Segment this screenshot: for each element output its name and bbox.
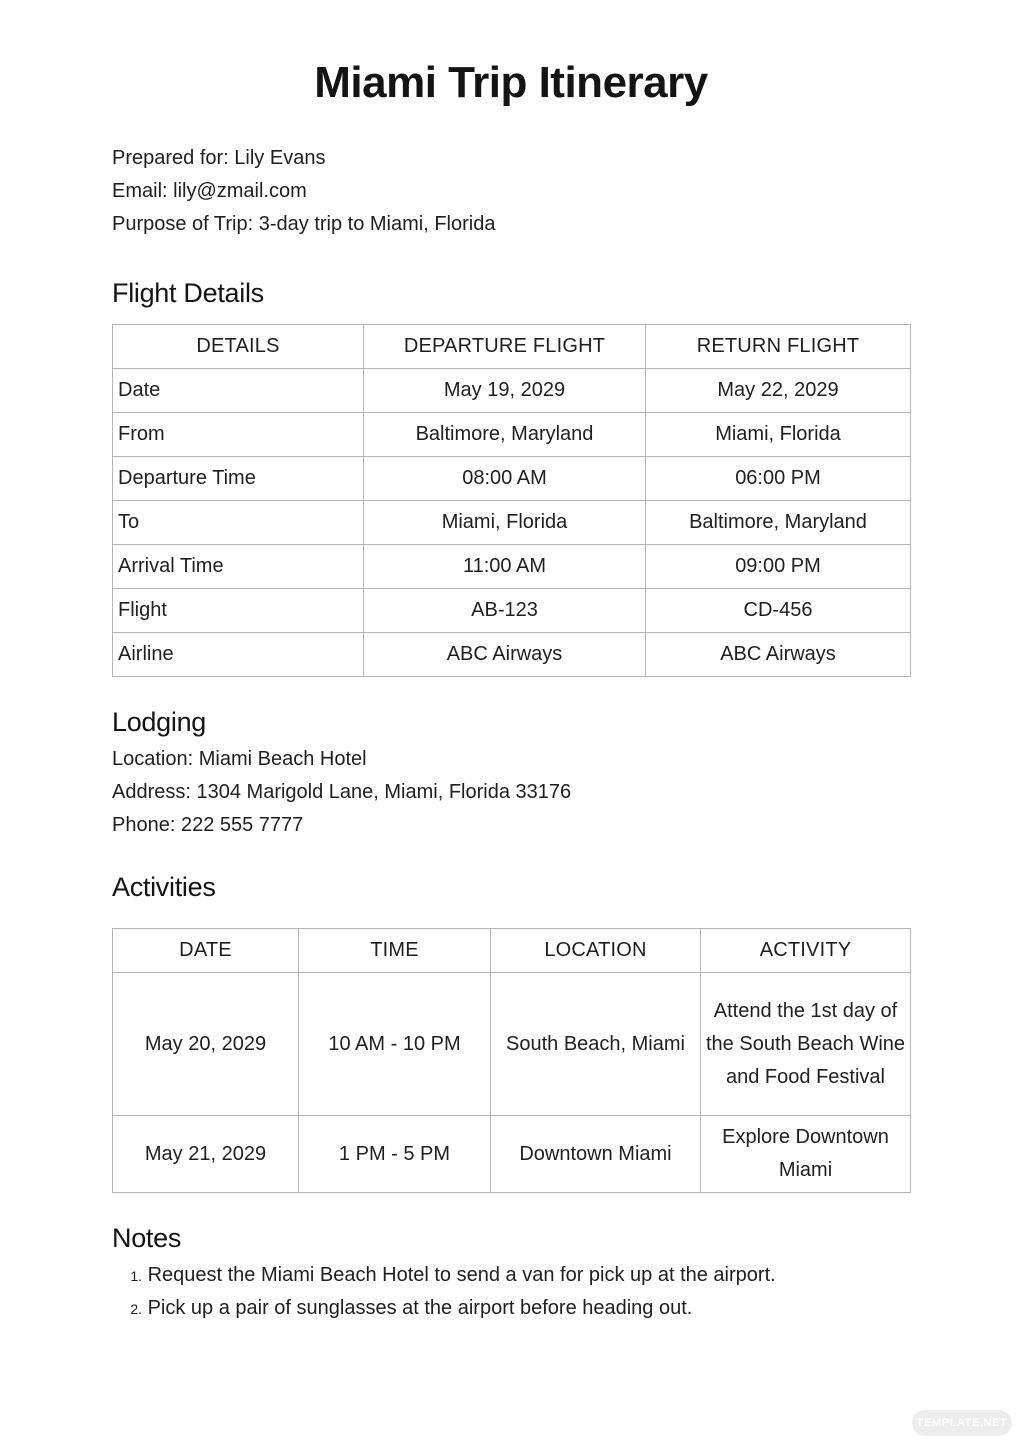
- table-row: [113, 501, 911, 545]
- table-cell: 09:00 PM: [646, 545, 911, 589]
- column-header: TIME: [299, 929, 491, 973]
- activities-table: [112, 928, 911, 1193]
- table-cell: 06:00 PM: [646, 457, 911, 501]
- table-cell: South Beach, Miami: [491, 973, 701, 1116]
- column-header: DETAILS: [113, 325, 364, 369]
- template-watermark: TEMPLATE.NET: [912, 1410, 1012, 1436]
- table-cell: AB-123: [364, 589, 646, 633]
- column-header: ACTIVITY: [701, 929, 911, 973]
- row-label: Arrival Time: [113, 545, 364, 589]
- lodging-location: Location: Miami Beach Hotel: [112, 748, 367, 770]
- purpose-line: Purpose of Trip: 3-day trip to Miami, Florida: [112, 213, 496, 235]
- list-item: [112, 1292, 910, 1325]
- table-cell: Baltimore, Maryland: [364, 413, 646, 457]
- table-row: [113, 413, 911, 457]
- table-row: [113, 633, 911, 677]
- column-header: DATE: [113, 929, 299, 973]
- page-title: Miami Trip Itinerary: [314, 58, 708, 107]
- table-row: [113, 457, 911, 501]
- table-row: [113, 545, 911, 589]
- note-text: Pick up a pair of sunglasses at the airport before heading out.: [147, 1297, 693, 1319]
- email-line: Email: lily@zmail.com: [112, 180, 307, 202]
- table-cell: May 19, 2029: [364, 369, 646, 413]
- list-item: [112, 1259, 910, 1292]
- table-cell: Explore Downtown Miami: [701, 1116, 911, 1193]
- column-header: DEPARTURE FLIGHT: [364, 325, 646, 369]
- column-header: LOCATION: [491, 929, 701, 973]
- row-label: From: [113, 413, 364, 457]
- table-cell: Miami, Florida: [364, 501, 646, 545]
- activities-heading: Activities: [112, 872, 216, 902]
- table-header-row: [113, 325, 911, 369]
- table-cell: ABC Airways: [364, 633, 646, 677]
- table-cell: May 21, 2029: [113, 1116, 299, 1193]
- table-cell: 11:00 AM: [364, 545, 646, 589]
- trip-info: [112, 142, 910, 241]
- lodging-address: Address: 1304 Marigold Lane, Miami, Florida 33176: [112, 781, 572, 803]
- row-label: Flight: [113, 589, 364, 633]
- flight-details-table: [112, 324, 911, 677]
- table-cell: ABC Airways: [646, 633, 911, 677]
- table-row: [113, 589, 911, 633]
- flight-details-heading: Flight Details: [112, 278, 264, 308]
- list-number: 1.: [130, 1268, 142, 1284]
- table-row: [113, 973, 911, 1116]
- table-cell: May 22, 2029: [646, 369, 911, 413]
- table-cell: CD-456: [646, 589, 911, 633]
- table-row: [113, 369, 911, 413]
- table-cell: 1 PM - 5 PM: [299, 1116, 491, 1193]
- table-row: [113, 1116, 911, 1193]
- table-cell: 10 AM - 10 PM: [299, 973, 491, 1116]
- row-label: Airline: [113, 633, 364, 677]
- note-text: Request the Miami Beach Hotel to send a van for pick up at the airport.: [147, 1264, 776, 1286]
- notes-heading: Notes: [112, 1223, 182, 1253]
- row-label: To: [113, 501, 364, 545]
- table-header-row: [113, 929, 911, 973]
- column-header: RETURN FLIGHT: [646, 325, 911, 369]
- lodging-phone: Phone: 222 555 7777: [112, 814, 304, 836]
- row-label: Date: [113, 369, 364, 413]
- notes-list: [112, 1259, 910, 1325]
- list-number: 2.: [130, 1301, 142, 1317]
- lodging-heading: Lodging: [112, 707, 206, 737]
- prepared-for: Prepared for: Lily Evans: [112, 147, 326, 169]
- table-cell: Downtown Miami: [491, 1116, 701, 1193]
- lodging-info: [112, 743, 910, 842]
- table-cell: Attend the 1st day of the South Beach Wine and Food Festival: [701, 973, 911, 1116]
- row-label: Departure Time: [113, 457, 364, 501]
- table-cell: Baltimore, Maryland: [646, 501, 911, 545]
- table-cell: 08:00 AM: [364, 457, 646, 501]
- table-cell: Miami, Florida: [646, 413, 911, 457]
- table-cell: May 20, 2029: [113, 973, 299, 1116]
